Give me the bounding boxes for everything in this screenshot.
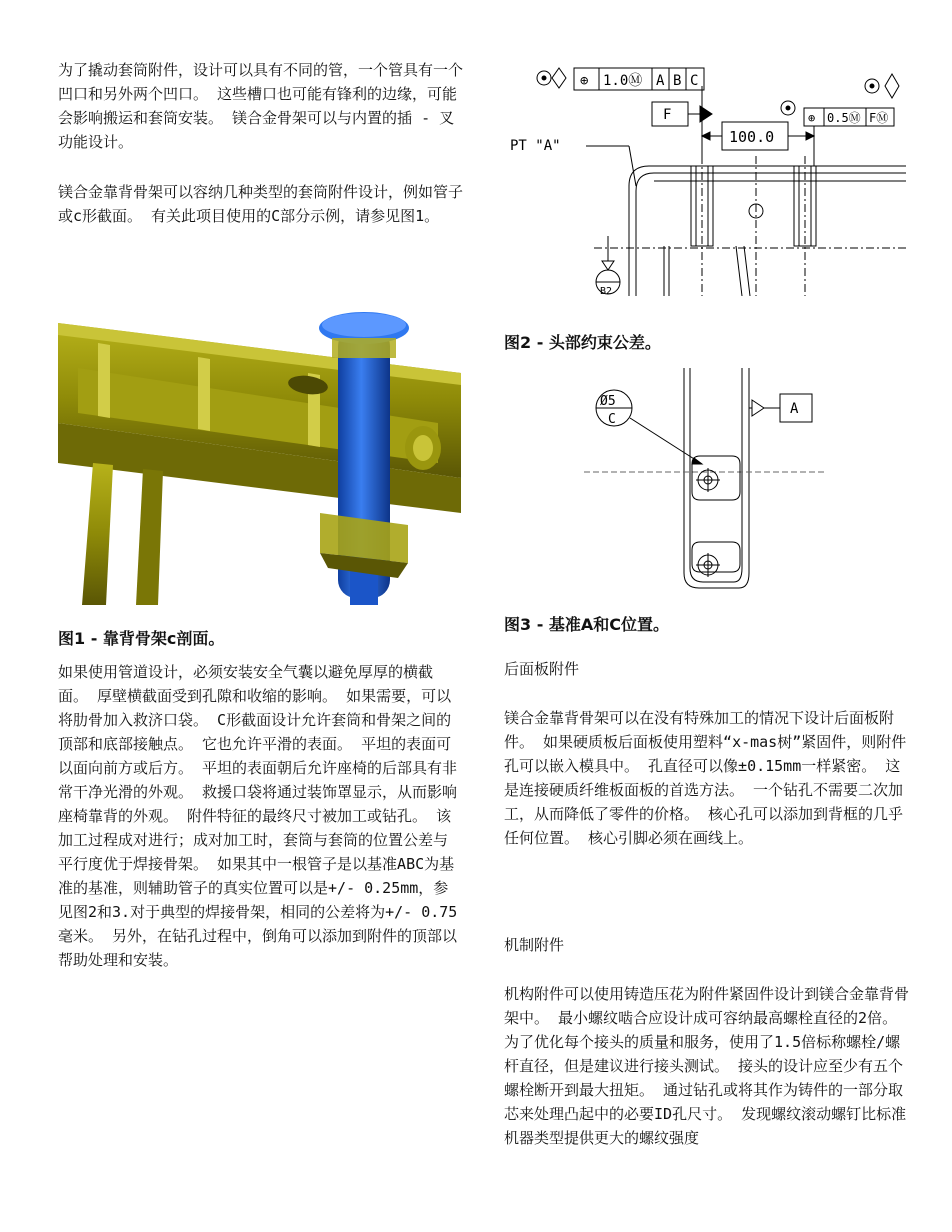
fcf2-tolerance: 0.5Ⓜ bbox=[827, 111, 861, 125]
paragraph-c-section: 镁合金靠背骨架可以容纳几种类型的套筒附件设计，例如管子或c形截面。 有关此项目使用的C部分示例，请参见图1。 bbox=[58, 183, 464, 225]
target-size: Ø5 bbox=[600, 394, 616, 409]
figure-3-caption: 图3 - 基准A和C位置。 bbox=[504, 615, 670, 634]
fcf1-datum-b: B bbox=[673, 73, 682, 89]
fcf1-tolerance: 1.0Ⓜ bbox=[603, 73, 643, 89]
figure-3-drawing bbox=[584, 368, 824, 600]
heading-rear-panel: 后面板附件 bbox=[504, 660, 580, 678]
left-column bbox=[58, 58, 463, 154]
paragraph-tube-design: 如果使用管道设计，必须安装安全气囊以避免厚厚的横截面。 厚壁横截面受到孔隙和收缩的影响。 如果需要，可以将肋骨加入救济口袋。 C形截面设计允许套筒和骨架之间的顶部和底部接触点。 它也允许平滑的表面。 平坦的表面可以面向前方或后方。 平坦的表面朝后允许座椅的后部具有非常干净光滑的外观。 救援口袋将通过装饰罩显示，从而影响座椅靠背的外观。 附件特征的最终尺寸被加工或钻孔。 该加工过程成对进行；成对加工时，套筒与套筒的位置公差与平行度优于焊接骨架。 如果其中一根管子是以基准ABC为基准的基准，则辅助管子的真实位置可以是+/- 0.25mm，参见图2和3.对于典型的焊接骨架，相同的公差将为+/- 0.75毫米。 另外，在钻孔过程中，倒角可以添加到附件的顶部以帮助处理和安装。 bbox=[58, 663, 458, 969]
heading-mechanism: 机制附件 bbox=[504, 936, 565, 954]
fcf1-symbol: ⊕ bbox=[580, 73, 589, 89]
left-column-2 bbox=[58, 180, 463, 228]
dimension-100: 100.0 bbox=[729, 128, 775, 146]
figure-1-render bbox=[58, 273, 461, 605]
datum-a: A bbox=[790, 401, 799, 417]
fcf2-symbol: ⊕ bbox=[808, 111, 816, 125]
fcf2-datum: FⓂ bbox=[869, 111, 889, 125]
figure-2-drawing bbox=[504, 56, 906, 296]
right-column-1 bbox=[504, 706, 909, 850]
figure-1-caption: 图1 - 靠背骨架c剖面。 bbox=[58, 629, 225, 648]
right-column-2 bbox=[504, 982, 909, 1150]
fcf1-datum-a: A bbox=[656, 73, 665, 89]
datum-f: F bbox=[663, 107, 672, 123]
gdt-drawing bbox=[504, 56, 906, 296]
datum-target-b2: B2 bbox=[600, 286, 613, 296]
target-datum-c: C bbox=[608, 412, 616, 427]
datum-drawing bbox=[584, 368, 824, 600]
paragraph-intro: 为了撬动套筒附件，设计可以具有不同的管，一个管具有一个凹口和另外两个凹口。 这些槽口也可能有锋利的边缘，可能会影响搬运和套筒安装。 镁合金骨架可以与内置的插 - 叉功能设计。 bbox=[58, 61, 464, 151]
left-column-3 bbox=[58, 660, 458, 972]
pt-a-label: PT "A" bbox=[510, 138, 561, 154]
frame-render bbox=[58, 273, 461, 605]
fcf1-datum-c: C bbox=[690, 73, 699, 89]
paragraph-rear-panel: 镁合金靠背骨架可以在没有特殊加工的情况下设计后面板附件。 如果硬质板后面板使用塑料“x-mas树”紧固件，则附件孔可以嵌入模具中。 孔直径可以像±0.15mm一样紧密。 这是连接硬质纤维板面板的首选方法。 一个钻孔不需要二次加工，从而降低了零件的价格。 核心孔可以添加到背框的几乎任何位置。 核心引脚必须在画线上。 bbox=[504, 709, 907, 847]
figure-2-caption: 图2 - 头部约束公差。 bbox=[504, 333, 661, 352]
paragraph-mechanism: 机构附件可以使用铸造压花为附件紧固件设计到镁合金靠背骨架中。 最小螺纹啮合应设计成可容纳最高螺栓直径的2倍。 为了优化每个接头的质量和服务，使用了1.5倍标称螺栓/螺杆直径，但是建议进行接头测试。 接头的设计应至少有五个螺栓断开到最大扭矩。 通过钻孔或将其作为铸件的一部分取芯来处理凸起中的必要ID孔尺寸。 发现螺纹滚动螺钉比标准机器类型提供更大的螺纹强度 bbox=[504, 985, 910, 1147]
